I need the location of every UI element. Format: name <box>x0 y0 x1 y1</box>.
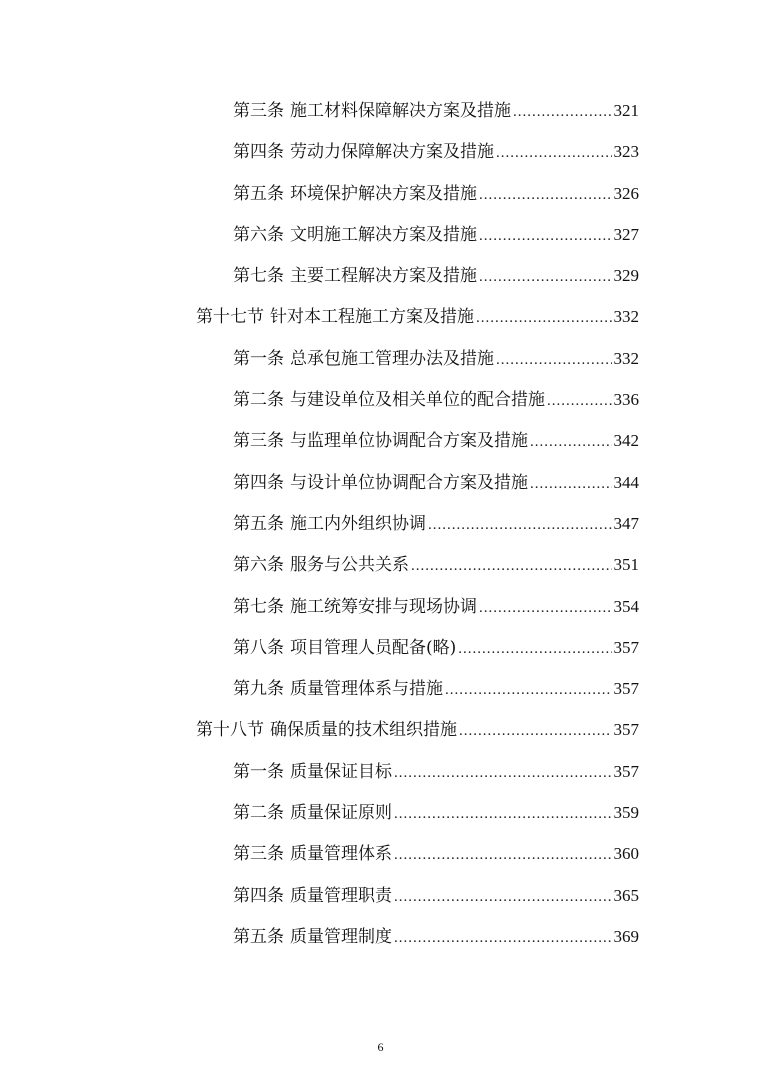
toc-item-entry[interactable] <box>233 173 639 214</box>
toc-entry-label <box>233 504 426 545</box>
toc-entry-label <box>233 545 409 586</box>
toc-entry-label <box>196 710 457 751</box>
toc-entry-number: 第五条 <box>233 183 284 204</box>
toc-item-entry[interactable] <box>233 751 639 792</box>
toc-entry-page: 323 <box>613 142 639 162</box>
toc-entry-number: 第五条 <box>233 926 284 947</box>
toc-item-entry[interactable] <box>233 420 639 461</box>
toc-entry-number: 第七条 <box>233 596 284 617</box>
toc-entry-label <box>233 876 392 917</box>
toc-entry-number: 第四条 <box>233 142 284 163</box>
toc-entry-label <box>233 174 477 215</box>
toc-entry-number: 第七条 <box>233 266 284 287</box>
toc-entry-label <box>233 752 392 793</box>
toc-entry-title: 施工内外组织协调 <box>290 513 426 534</box>
toc-entry-label <box>233 834 392 875</box>
toc-entry-page: 327 <box>613 224 639 244</box>
toc-dot-leader <box>530 464 612 505</box>
toc-item-entry[interactable] <box>233 586 639 627</box>
toc-entry-label <box>233 587 477 628</box>
toc-dot-leader <box>479 588 612 629</box>
toc-dot-leader <box>459 711 612 752</box>
toc-item-entry[interactable] <box>233 462 639 503</box>
toc-item-entry[interactable] <box>233 214 639 255</box>
toc-entry-number: 第八条 <box>233 637 284 658</box>
toc-entry-title: 与监理单位协调配合方案及措施 <box>290 431 528 452</box>
toc-entry-label <box>233 380 545 421</box>
toc-entry-title: 质量管理职责 <box>290 885 392 906</box>
toc-entry-label <box>233 91 511 132</box>
toc-entry-number: 第二条 <box>233 803 284 824</box>
toc-entry-page: 321 <box>613 101 639 120</box>
toc-dot-leader <box>394 753 612 794</box>
toc-entry-number: 第四条 <box>233 472 284 493</box>
toc-entry-number: 第四条 <box>233 885 284 906</box>
toc-entry-number: 第九条 <box>233 679 284 700</box>
toc-entry-number: 第六条 <box>233 555 284 576</box>
toc-entry-title: 主要工程解决方案及措施 <box>290 266 477 287</box>
toc-entry-title: 劳动力保障解决方案及措施 <box>290 142 494 163</box>
toc-item-entry[interactable] <box>233 338 639 379</box>
toc-entry-page: 354 <box>613 596 639 616</box>
toc-dot-leader <box>547 381 612 422</box>
toc-dot-leader <box>479 175 612 216</box>
toc-dot-leader <box>394 877 612 918</box>
toc-entry-label <box>233 628 456 669</box>
toc-entry-title: 文明施工解决方案及措施 <box>290 224 477 245</box>
toc-entry-number: 第一条 <box>233 348 284 369</box>
toc-item-entry[interactable] <box>233 627 639 668</box>
toc-entry-label <box>233 256 477 297</box>
toc-entry-page: 365 <box>613 885 639 905</box>
toc-entry-title: 质量保证目标 <box>290 761 392 782</box>
toc-dot-leader <box>476 298 612 339</box>
toc-item-entry[interactable] <box>233 255 639 296</box>
toc-dot-leader <box>496 133 612 174</box>
toc-entry-page: 359 <box>613 803 639 823</box>
page-number: 6 <box>377 1040 384 1054</box>
toc-entry-page: 369 <box>613 926 639 946</box>
toc-item-entry[interactable] <box>233 792 639 833</box>
toc-entry-title: 项目管理人员配备(略) <box>290 637 457 658</box>
toc-dot-leader <box>513 92 612 133</box>
toc-entry-label <box>233 215 477 256</box>
toc-entry-page: 326 <box>613 183 639 203</box>
toc-section-entry[interactable] <box>196 709 639 750</box>
toc-entry-number: 第一条 <box>233 761 284 782</box>
toc-entry-page: 360 <box>613 844 639 864</box>
toc-dot-leader <box>411 546 612 587</box>
toc-entry-title: 服务与公共关系 <box>290 555 409 576</box>
toc-entry-page: 357 <box>613 720 639 740</box>
toc-item-entry[interactable] <box>233 875 639 916</box>
toc-dot-leader <box>445 670 612 711</box>
toc-item-entry[interactable] <box>233 379 639 420</box>
toc-dot-leader <box>479 257 612 298</box>
toc-item-entry[interactable] <box>233 544 639 585</box>
toc-entry-title: 质量管理体系 <box>290 844 392 865</box>
table-of-contents <box>0 90 761 957</box>
toc-dot-leader <box>394 794 612 835</box>
toc-entry-page: 357 <box>613 761 639 781</box>
toc-entry-page: 357 <box>613 679 639 699</box>
toc-entry-number: 第十七节 <box>196 307 264 328</box>
toc-entry-label <box>233 339 494 380</box>
toc-entry-label <box>233 669 443 710</box>
toc-entry-title: 质量管理制度 <box>290 926 392 947</box>
toc-dot-leader <box>428 505 612 546</box>
toc-entry-page: 336 <box>613 390 639 410</box>
toc-entry-page: 351 <box>613 555 639 575</box>
toc-entry-title: 施工材料保障解决方案及措施 <box>290 101 511 121</box>
toc-entry-number: 第十八节 <box>196 720 264 741</box>
toc-entry-page: 329 <box>613 266 639 286</box>
toc-dot-leader <box>479 216 612 257</box>
toc-section-entry[interactable] <box>196 296 639 337</box>
toc-item-entry[interactable] <box>233 833 639 874</box>
toc-entry-number: 第三条 <box>233 844 284 865</box>
toc-item-entry[interactable] <box>233 916 639 957</box>
toc-entry-title: 与建设单位及相关单位的配合措施 <box>290 390 545 411</box>
toc-entry-number: 第六条 <box>233 224 284 245</box>
toc-dot-leader <box>496 340 612 381</box>
toc-entry-title: 确保质量的技术组织措施 <box>270 720 457 741</box>
toc-entry-label <box>233 421 528 462</box>
toc-item-entry[interactable] <box>233 131 639 172</box>
toc-item-entry[interactable] <box>233 668 639 709</box>
toc-entry-number: 第三条 <box>233 431 284 452</box>
toc-entry-label <box>233 917 392 958</box>
toc-entry-number: 第五条 <box>233 513 284 534</box>
toc-entry-page: 344 <box>613 472 639 492</box>
toc-entry-title: 与设计单位协调配合方案及措施 <box>290 472 528 493</box>
toc-dot-leader <box>530 422 612 463</box>
toc-entry-title: 质量保证原则 <box>290 803 392 824</box>
toc-entry-title: 总承包施工管理办法及措施 <box>290 348 494 369</box>
toc-entry-title: 施工统筹安排与现场协调 <box>290 596 477 617</box>
toc-dot-leader <box>394 835 612 876</box>
toc-item-entry[interactable] <box>233 90 639 131</box>
toc-entry-title: 质量管理体系与措施 <box>290 679 443 700</box>
toc-entry-page: 332 <box>613 348 639 368</box>
toc-entry-label <box>233 463 528 504</box>
toc-dot-leader <box>458 629 611 670</box>
toc-dot-leader <box>394 918 612 959</box>
toc-entry-number: 第二条 <box>233 390 284 411</box>
toc-entry-number: 第三条 <box>233 101 284 121</box>
toc-entry-page: 347 <box>613 513 639 533</box>
toc-entry-label <box>233 793 392 834</box>
toc-entry-page: 332 <box>613 307 639 327</box>
toc-entry-title: 针对本工程施工方案及措施 <box>270 307 474 328</box>
toc-entry-label <box>196 297 474 338</box>
toc-entry-page: 357 <box>613 637 639 657</box>
toc-entry-title: 环境保护解决方案及措施 <box>290 183 477 204</box>
toc-entry-page: 342 <box>613 431 639 451</box>
toc-item-entry[interactable] <box>233 503 639 544</box>
toc-entry-label <box>233 132 494 173</box>
